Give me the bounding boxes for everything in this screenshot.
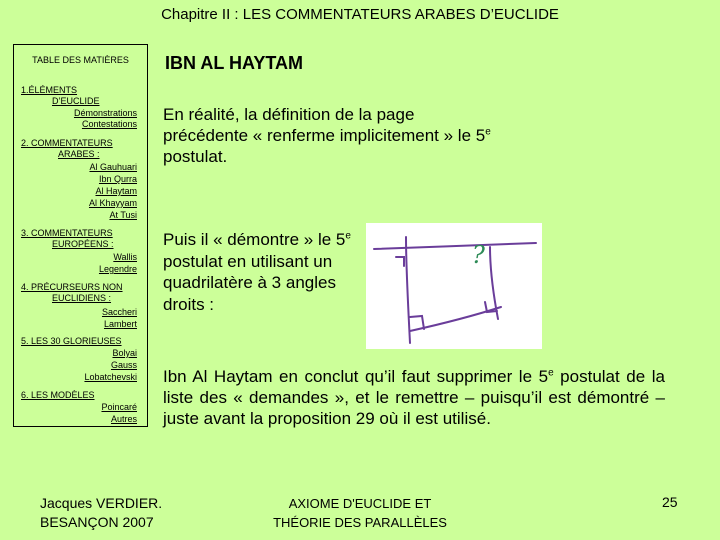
question-mark: ? — [472, 241, 485, 269]
toc-section-label[interactable]: 6. LES MODÈLES — [21, 390, 95, 400]
toc-item[interactable]: Contestations — [81, 119, 137, 129]
table-of-contents — [13, 44, 148, 427]
quadrilateral-figure — [366, 223, 542, 349]
toc-title: TABLE DES MATIÈRES — [32, 55, 129, 65]
toc-item[interactable]: Al Gauhuari — [89, 162, 137, 172]
toc-section-label[interactable]: EUCLIDIENS : — [52, 292, 112, 303]
footer-title: AXIOME D'EUCLIDE ET THÉORIE DES PARALLÈLES — [273, 496, 447, 530]
toc-item[interactable]: Lobatchevski — [84, 372, 137, 382]
toc-section-label[interactable]: D’EUCLIDE — [52, 95, 100, 106]
paragraph-conclusion: Ibn Al Haytam en conclut qu’il faut supprimer le 5e postulat de la liste des « demandes », et le remettre – puisqu’il est démontré – juste avant la proposition 29 où il est utilisé. — [163, 367, 665, 428]
toc-section-europeens[interactable] — [21, 228, 141, 249]
toc-section-precurseurs[interactable] — [21, 282, 141, 303]
paragraph-demonstration: Puis il « démontre » le 5e postulat en utilisant un quadrilatère à 3 angles droits : — [163, 230, 351, 314]
toc-item[interactable]: Bolyai — [112, 348, 137, 358]
toc-item[interactable]: Ibn Qurra — [98, 174, 137, 184]
paragraph-definition: En réalité, la définition de la page précédente « renferme implicitement » le 5e postulat. — [163, 105, 491, 166]
toc-item[interactable]: Démonstrations — [73, 108, 137, 118]
footer-author: Jacques VERDIER. BESANÇON 2007 — [40, 495, 163, 530]
toc-section-label[interactable]: 5. LES 30 GLORIEUSES — [21, 336, 122, 346]
toc-item[interactable]: Poincaré — [101, 402, 137, 412]
toc-item[interactable]: Gauss — [110, 360, 137, 370]
toc-item[interactable]: Autres — [110, 414, 137, 424]
toc-section-arabes[interactable] — [21, 138, 141, 159]
toc-item[interactable]: Legendre — [98, 264, 137, 274]
toc-item[interactable]: Al Haytam — [95, 186, 137, 196]
toc-section-label[interactable]: ARABES : — [58, 148, 100, 159]
toc-section-elements[interactable] — [21, 85, 141, 106]
toc-item[interactable]: Saccheri — [101, 307, 137, 317]
quadrilateral-drawing — [366, 223, 542, 349]
toc-section-label[interactable]: 1.ÉLÉMENTS — [21, 85, 78, 95]
toc-item[interactable]: Lambert — [103, 319, 137, 329]
toc-section-label[interactable]: EUROPÉENS : — [52, 238, 114, 249]
toc-item[interactable]: At Tusi — [109, 210, 137, 220]
toc-section-label[interactable]: 2. COMMENTATEURS — [21, 138, 113, 148]
section-title: IBN AL HAYTAM — [165, 53, 304, 73]
toc-section-label[interactable]: 4. PRÉCURSEURS NON — [21, 282, 123, 292]
toc-item[interactable]: Wallis — [113, 252, 137, 262]
toc-section-label[interactable]: 3. COMMENTATEURS — [21, 228, 113, 238]
toc-section-glorieuses[interactable] — [21, 336, 141, 347]
toc-section-modeles[interactable] — [21, 390, 141, 401]
page-number: 25 — [662, 494, 678, 510]
slide-header: Chapitre II : LES COMMENTATEURS ARABES D’EUCLIDE — [161, 6, 559, 23]
toc-item[interactable]: Al Khayyam — [88, 198, 137, 208]
